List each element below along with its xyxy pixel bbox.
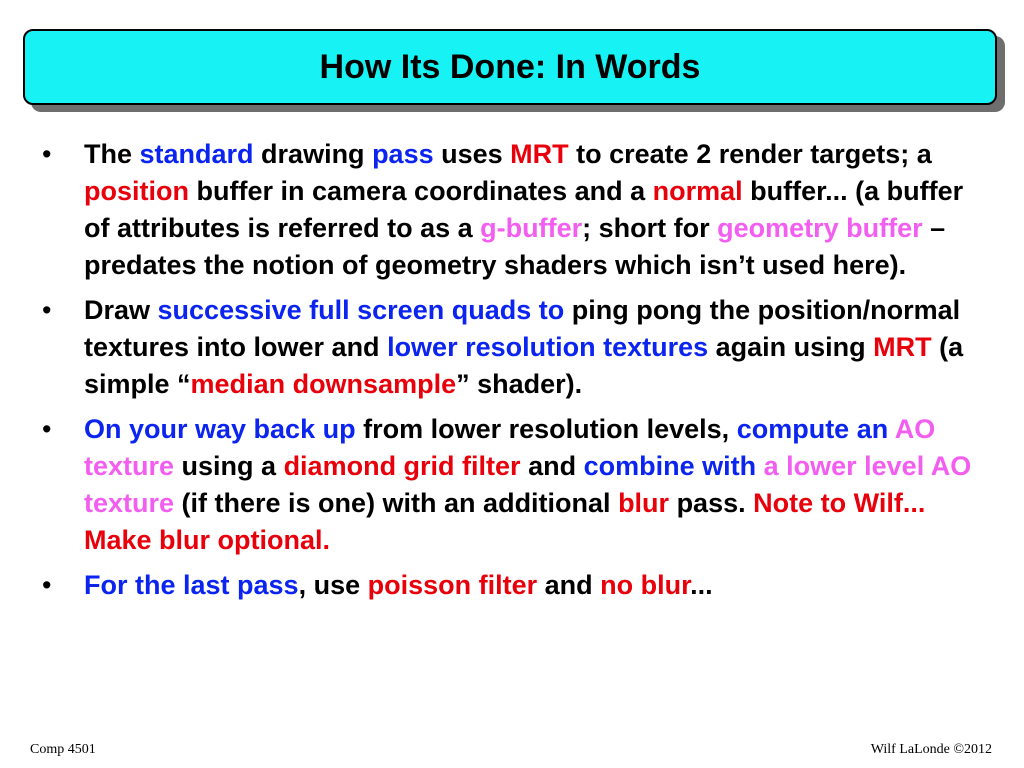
bullet-text-segment: compute an — [736, 414, 895, 444]
footer-author: Wilf LaLonde ©2012 — [870, 742, 992, 757]
bullet-text-segment: g-buffer — [480, 213, 583, 243]
bullet-text-segment: diamond grid filter — [283, 451, 521, 481]
bullet-text-segment: poisson filter — [367, 570, 538, 600]
title-box — [23, 29, 997, 105]
bullet-text-segment: using a — [174, 451, 284, 481]
bullet-text-segment: ... — [690, 570, 713, 600]
bullet-text-segment: AO texture — [84, 414, 936, 481]
bullet-text-segment: pass. — [669, 488, 754, 518]
bullet-text-segment: and — [537, 570, 601, 600]
bullet-text-segment: and — [520, 451, 584, 481]
bullet-text-segment: ” shader). — [456, 369, 583, 399]
bullet-text-segment: Note to Wilf... Make blur optional. — [84, 488, 926, 555]
bullet-text-segment: ; short for — [582, 213, 718, 243]
bullet-list — [40, 136, 990, 612]
bullet-text-segment: ping pong the position/normal textures into lower and — [84, 295, 961, 362]
bullet-text-segment: MRT — [873, 332, 932, 362]
bullet-text-segment: MRT — [510, 139, 569, 169]
bullet-text-segment: a lower level AO texture — [84, 451, 972, 518]
bullet-text-segment: no blur — [600, 570, 691, 600]
bullet-dot-icon: • — [42, 414, 52, 444]
bullet-item — [40, 136, 990, 284]
bullet-text-segment: pass — [372, 139, 434, 169]
bullet-text-segment: – predates the notion of geometry shaders which isn’t used here). — [84, 213, 946, 280]
bullet-text-segment: For the last pass — [84, 570, 299, 600]
bullet-text-segment: median downsample — [190, 369, 457, 399]
bullet-text-segment: position — [84, 176, 189, 206]
bullet-text-segment: Draw — [84, 295, 158, 325]
bullet-text-segment: The — [84, 139, 140, 169]
bullet-text-segment: (if there is one) with an additional — [174, 488, 619, 518]
bullet-text-segment: normal — [652, 176, 743, 206]
bullet-text-segment: buffer... (a buffer of attributes is referred to as a — [84, 176, 964, 243]
bullet-text-segment: geometry buffer — [717, 213, 923, 243]
bullet-text-segment: to create 2 render targets; a — [568, 139, 932, 169]
bullet-text-segment: standard — [139, 139, 254, 169]
bullet-item — [40, 292, 990, 403]
bullet-text-segment: lower resolution textures — [387, 332, 709, 362]
bullet-item — [40, 411, 990, 559]
bullet-item — [40, 567, 990, 604]
bullet-text-segment: drawing — [253, 139, 373, 169]
bullet-dot-icon: • — [42, 570, 52, 600]
bullet-text-segment: buffer in camera coordinates and a — [188, 176, 653, 206]
bullet-text-segment: On your way back up — [84, 414, 356, 444]
page-title: How Its Done: In Words — [319, 47, 701, 86]
bullet-text-segment: successive full screen quads to — [157, 295, 565, 325]
footer-course: Comp 4501 — [30, 742, 96, 757]
bullet-text-segment: from lower resolution levels, — [355, 414, 737, 444]
bullet-dot-icon: • — [42, 295, 52, 325]
bullet-text-segment: , use — [298, 570, 368, 600]
bullet-text-segment: uses — [433, 139, 511, 169]
bullet-text-segment: again using — [708, 332, 874, 362]
bullet-text-segment: blur — [618, 488, 670, 518]
bullet-text-segment: (a simple “ — [84, 332, 964, 399]
bullet-text-segment: combine with — [583, 451, 764, 481]
bullet-dot-icon: • — [42, 139, 52, 169]
